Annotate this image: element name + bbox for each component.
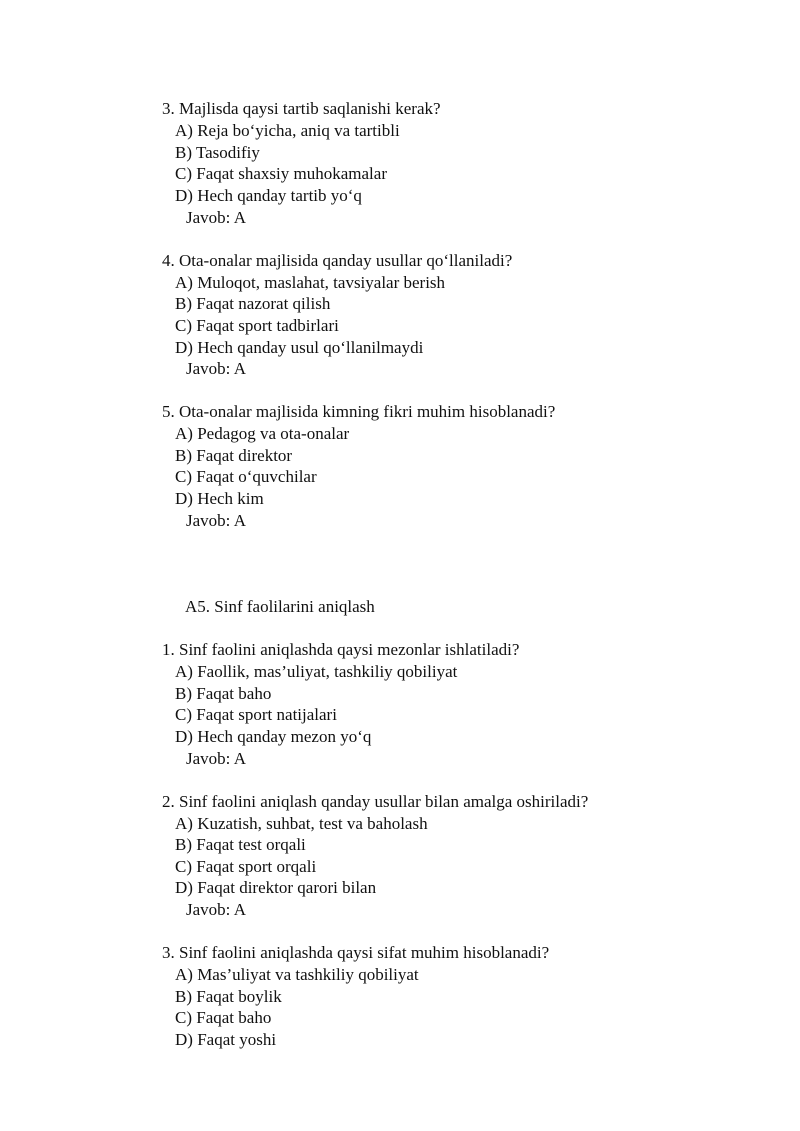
question-text: 4. Ota-onalar majlisida qanday usullar qo‘llaniladi? [162, 251, 513, 270]
answer-option: B) Faqat boylik [175, 987, 282, 1006]
answer-option: A) Reja bo‘yicha, aniq va tartibli [175, 121, 400, 140]
answer-option: D) Hech kim [175, 489, 264, 508]
question-text: 5. Ota-onalar majlisida kimning fikri muhim hisoblanadi? [162, 402, 556, 421]
answer-option: D) Faqat direktor qarori bilan [175, 878, 377, 897]
answer-option: A) Pedagog va ota-onalar [175, 424, 350, 443]
answer-option: B) Faqat baho [175, 684, 272, 703]
answer-option: C) Faqat o‘quvchilar [175, 467, 317, 486]
answer-option: B) Faqat test orqali [175, 835, 306, 854]
answer-key: Javob: A [186, 359, 246, 378]
answer-option: B) Faqat direktor [175, 446, 293, 465]
answer-option: D) Faqat yoshi [175, 1030, 277, 1049]
answer-option: B) Tasodifiy [175, 143, 260, 162]
answer-key: Javob: A [186, 511, 246, 530]
question-text: 3. Sinf faolini aniqlashda qaysi sifat muhim hisoblanadi? [162, 943, 550, 962]
answer-option: A) Muloqot, maslahat, tavsiyalar berish [175, 273, 446, 292]
question-text: 1. Sinf faolini aniqlashda qaysi mezonlar ishlatiladi? [162, 640, 520, 659]
answer-option: A) Mas’uliyat va tashkiliy qobiliyat [175, 965, 419, 984]
answer-option: A) Kuzatish, suhbat, test va baholash [175, 814, 428, 833]
answer-option: D) Hech qanday mezon yo‘q [175, 727, 372, 746]
answer-option: C) Faqat sport tadbirlari [175, 316, 339, 335]
answer-key: Javob: A [186, 208, 246, 227]
question-text: 3. Majlisda qaysi tartib saqlanishi kerak? [162, 99, 441, 118]
answer-option: C) Faqat sport natijalari [175, 705, 337, 724]
answer-option: B) Faqat nazorat qilish [175, 294, 331, 313]
answer-option: D) Hech qanday tartib yo‘q [175, 186, 362, 205]
question-text: 2. Sinf faolini aniqlash qanday usullar bilan amalga oshiriladi? [162, 792, 589, 811]
answer-option: C) Faqat baho [175, 1008, 272, 1027]
answer-option: D) Hech qanday usul qo‘llanilmaydi [175, 338, 424, 357]
answer-option: C) Faqat shaxsiy muhokamalar [175, 164, 387, 183]
section-title: A5. Sinf faolilarini aniqlash [185, 597, 375, 616]
answer-option: C) Faqat sport orqali [175, 857, 317, 876]
answer-option: A) Faollik, mas’uliyat, tashkiliy qobiliyat [175, 662, 458, 681]
answer-key: Javob: A [186, 900, 246, 919]
answer-key: Javob: A [186, 749, 246, 768]
